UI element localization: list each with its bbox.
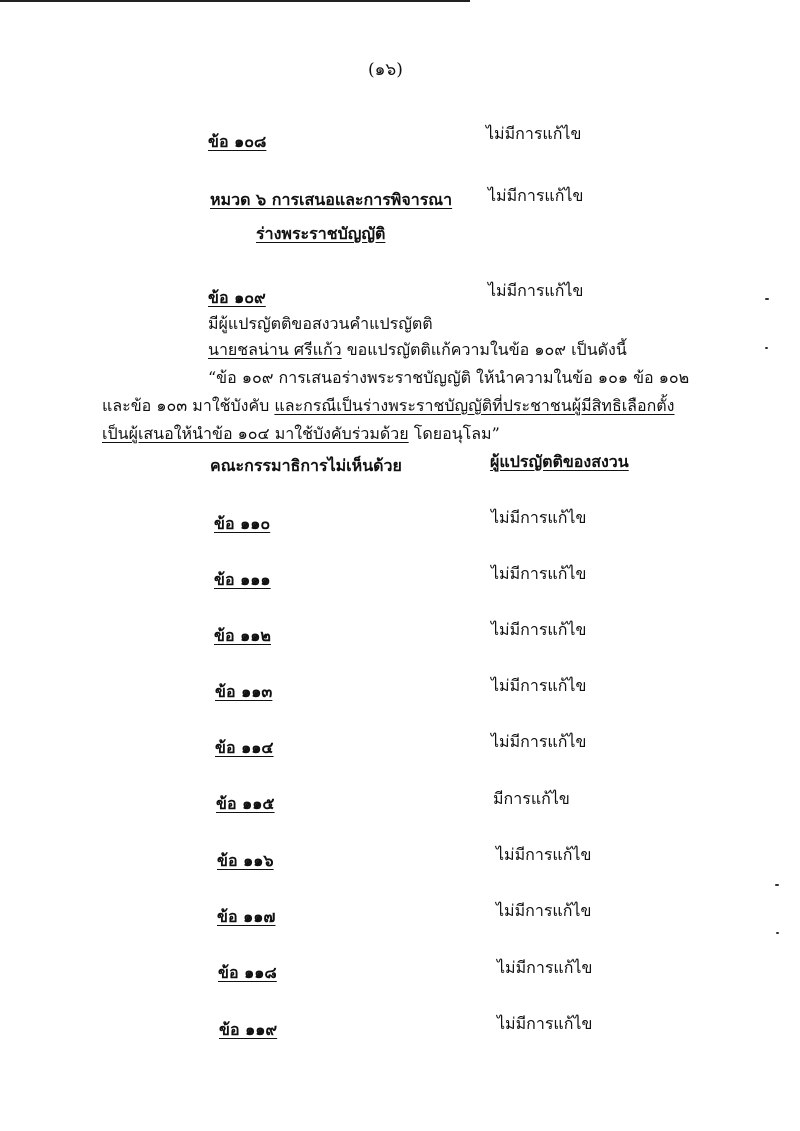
proposer-request: ขอแปรญัตติแก้ความในข้อ ๑๐๙ เป็นดังนี้ (341, 340, 627, 359)
section-109-label: ข้อ ๑๐๙ (208, 288, 266, 307)
committee-position: คณะกรรมาธิการไม่เห็นด้วย (210, 456, 402, 475)
amendment-quote-line3 (102, 424, 500, 444)
quote-line2-plain: และข้อ ๑๐๓ มาใช้บังคับ (102, 396, 275, 415)
section-110-label: ข้อ ๑๑๐ (214, 514, 271, 533)
amendment-quote-line1: “ข้อ ๑๐๙ การเสนอร่างพระราชบัญญัติ ให้นำความในข้อ ๑๐๑ ข้อ ๑๐๒ (208, 368, 690, 387)
section-117-status: ไม่มีการแก้ไข (496, 901, 592, 920)
page-number: (๑๖) (368, 60, 403, 80)
section-119-status: ไม่มีการแก้ไข (497, 1014, 593, 1033)
section-119-label: ข้อ ๑๑๙ (219, 1020, 278, 1039)
section-113-label: ข้อ ๑๑๓ (215, 682, 273, 701)
scan-speck (775, 884, 779, 886)
reservist-heading: ผู้แปรญัตติของสงวน (490, 452, 629, 471)
section-113-status: ไม่มีการแก้ไข (491, 676, 587, 695)
section-117-label: ข้อ ๑๑๗ (217, 907, 276, 926)
section-110-status: ไม่มีการแก้ไข (491, 508, 587, 527)
section-115-status: มีการแก้ไข (493, 789, 570, 808)
section-112-status: ไม่มีการแก้ไข (491, 620, 587, 639)
section-118-label: ข้อ ๑๑๘ (218, 963, 277, 982)
section-118-status: ไม่มีการแก้ไข (497, 958, 593, 977)
quote-line3-underlined: เป็นผู้เสนอให้นำข้อ ๑๐๔ มาใช้บังคับร่วมด้วย (102, 424, 409, 443)
section-112-label: ข้อ ๑๑๒ (214, 626, 271, 645)
section-108-status: ไม่มีการแก้ไข (486, 124, 582, 143)
section-108-label: ข้อ ๑๐๘ (208, 132, 267, 151)
section-111-label: ข้อ ๑๑๑ (214, 570, 271, 589)
chapter-status: ไม่มีการแก้ไข (488, 186, 584, 205)
section-114-status: ไม่มีการแก้ไข (491, 732, 587, 751)
section-114-label: ข้อ ๑๑๔ (215, 738, 274, 757)
chapter-title-line2: ร่างพระราชบัญญัติ (256, 224, 386, 243)
proposer-name: นายชลน่าน ศรีแก้ว (208, 340, 342, 359)
scan-speck (765, 347, 768, 349)
scan-speck (776, 932, 779, 934)
section-116-status: ไม่มีการแก้ไข (496, 845, 592, 864)
section-109-status: ไม่มีการแก้ไข (488, 281, 584, 300)
amendment-proposer-line (208, 340, 627, 360)
scan-speck (765, 298, 769, 300)
section-115-label: ข้อ ๑๑๕ (216, 794, 275, 813)
amendment-quote-line2 (102, 396, 674, 416)
quote-line3-plain: โดยอนุโลม” (408, 424, 500, 443)
reservation-note: มีผู้แปรญัตติขอสงวนคำแปรญัตติ (208, 314, 433, 333)
scan-edge-line (0, 0, 470, 2)
section-116-label: ข้อ ๑๑๖ (217, 851, 274, 870)
section-111-status: ไม่มีการแก้ไข (491, 564, 587, 583)
quote-line2-underlined: และกรณีเป็นร่างพระราชบัญญัติที่ประชาชนผู้มีสิทธิเลือกตั้ง (274, 396, 675, 415)
chapter-title-line1: หมวด ๖ การเสนอและการพิจารณา (210, 190, 453, 209)
